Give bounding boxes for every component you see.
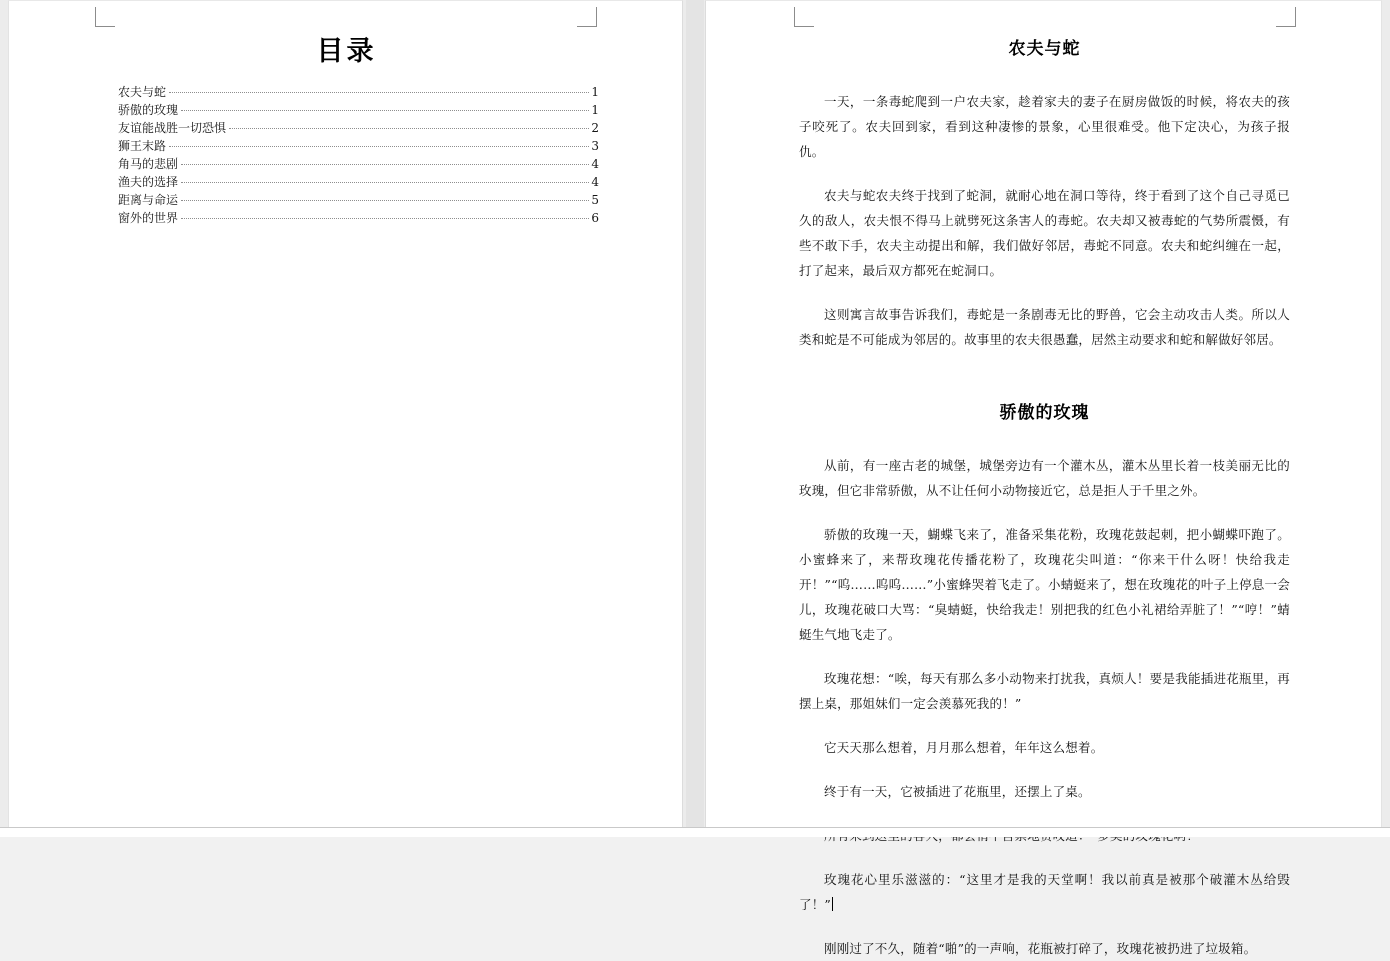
toc-entry-page: 4 bbox=[591, 157, 599, 171]
toc-entry[interactable] bbox=[118, 137, 599, 155]
viewport-bottom-strip bbox=[0, 828, 1390, 837]
toc-dot-leader bbox=[181, 163, 589, 165]
toc-dot-leader bbox=[169, 91, 589, 93]
toc-entry[interactable] bbox=[118, 83, 599, 101]
spacer bbox=[799, 503, 1290, 522]
toc-list bbox=[118, 83, 599, 227]
spacer bbox=[799, 352, 1290, 398]
toc-entry-label: 渔夫的选择 bbox=[118, 175, 179, 189]
toc-dot-leader bbox=[169, 145, 589, 147]
toc-dot-leader bbox=[181, 199, 589, 201]
spacer bbox=[799, 423, 1290, 453]
toc-entry[interactable] bbox=[118, 173, 599, 191]
paragraph: 玫瑰花想：“唉，每天有那么多小动物来打扰我，真烦人！要是我能插进花瓶里，再摆上桌，那姐妹们一定会羡慕死我的！” bbox=[799, 671, 1290, 711]
spacer bbox=[799, 164, 1290, 183]
toc-entry-label: 友谊能战胜一切恐惧 bbox=[118, 121, 227, 135]
spacer bbox=[799, 716, 1290, 735]
toc-entry-label: 角马的悲剧 bbox=[118, 157, 179, 171]
paragraph: 这则寓言故事告诉我们，毒蛇是一条剧毒无比的野兽，它会主动攻击人类。所以人类和蛇是不可能成为邻居的。故事里的农夫很愚蠢，居然主动要求和蛇和解做好邻居。 bbox=[799, 307, 1290, 347]
document-body[interactable] bbox=[799, 34, 1290, 961]
toc-entry[interactable] bbox=[118, 209, 599, 227]
toc-entry-page: 6 bbox=[591, 211, 599, 225]
margin-corner-mark-top-left bbox=[794, 7, 814, 27]
page-content bbox=[705, 0, 1382, 956]
spacer bbox=[799, 848, 1290, 867]
toc-entry-label: 骄傲的玫瑰 bbox=[118, 103, 179, 117]
spacer bbox=[799, 804, 1290, 823]
paragraph: 它天天那么想着，月月那么想着，年年这么想着。 bbox=[824, 740, 1104, 755]
margin-corner-mark-top-left bbox=[95, 7, 115, 27]
toc-entry-page: 5 bbox=[591, 193, 599, 207]
toc-dot-leader bbox=[181, 217, 589, 219]
toc-entry[interactable] bbox=[118, 119, 599, 137]
toc-entry-label: 窗外的世界 bbox=[118, 211, 179, 225]
toc-entry[interactable] bbox=[118, 191, 599, 209]
paragraph: 刚刚过了不久，随着“啪”的一声响，花瓶被打碎了，玫瑰花被扔进了垃圾箱。 bbox=[824, 941, 1257, 956]
toc-dot-leader bbox=[229, 127, 589, 129]
spacer bbox=[799, 760, 1290, 779]
toc-title: 目录 bbox=[316, 36, 377, 67]
section-heading-proud-rose: 骄傲的玫瑰 bbox=[999, 403, 1090, 423]
spacer bbox=[799, 647, 1290, 666]
margin-corner-mark-top-right bbox=[577, 7, 597, 27]
toc-entry-page: 3 bbox=[591, 139, 599, 153]
toc-entry[interactable] bbox=[118, 101, 599, 119]
toc-entry-label: 狮王末路 bbox=[118, 139, 167, 153]
text-cursor bbox=[832, 897, 833, 911]
paragraph-text: 玫瑰花心里乐滋滋的：“这里才是我的天堂啊！我以前真是被那个破灌木丛给毁了！” bbox=[799, 872, 1290, 912]
spacer bbox=[799, 59, 1290, 89]
toc-dot-leader bbox=[181, 109, 589, 111]
toc-entry[interactable] bbox=[118, 155, 599, 173]
section-heading-farmer-and-snake: 农夫与蛇 bbox=[1008, 39, 1081, 59]
page-table-of-contents bbox=[8, 0, 683, 828]
toc-entry-label: 农夫与蛇 bbox=[118, 85, 167, 99]
paragraph: 一天，一条毒蛇爬到一户农夫家，趁着家夫的妻子在厨房做饭的时候，将农夫的孩子咬死了。农夫回到家，看到这种凄惨的景象，心里很难受。他下定决心，为孩子报仇。 bbox=[799, 94, 1290, 159]
paragraph: 骄傲的玫瑰一天，蝴蝶飞来了，准备采集花粉，玫瑰花鼓起刺，把小蝴蝶吓跑了。小蜜蜂来了，来帮玫瑰花传播花粉了，玫瑰花尖叫道：“你来干什么呀！快给我走开！”“呜……呜呜……”小蜜蜂哭着飞走了。小蜻蜓来了，想在玫瑰花的叶子上停息一会儿，玫瑰花破口大骂：“臭蜻蜓，快给我走！别把我的红色小礼裙给弄脏了！”“哼！”蜻蜓生气地飞走了。 bbox=[799, 527, 1290, 642]
paragraph: 从前，有一座古老的城堡，城堡旁边有一个灌木丛，灌木丛里长着一枝美丽无比的玫瑰，但它非常骄傲，从不让任何小动物接近它，总是拒人于千里之外。 bbox=[799, 458, 1290, 498]
paragraph-with-caret bbox=[799, 867, 1290, 917]
toc-dot-leader bbox=[181, 181, 589, 183]
spacer bbox=[799, 917, 1290, 936]
toc-entry-page: 1 bbox=[591, 103, 599, 117]
paragraph: 农夫与蛇农夫终于找到了蛇洞，就耐心地在洞口等待，终于看到了这个自己寻觅已久的敌人，农夫恨不得马上就劈死这条害人的毒蛇。农夫却又被毒蛇的气势所震慑，有些不敢下手，农夫主动提出和解，我们做好邻居，毒蛇不同意。农夫和蛇纠缠在一起，打了起来，最后双方都死在蛇洞口。 bbox=[799, 188, 1290, 278]
page-gutter bbox=[686, 0, 704, 828]
toc-entry-page: 1 bbox=[591, 85, 599, 99]
toc-entry-page: 2 bbox=[591, 121, 599, 135]
toc-entry-page: 4 bbox=[591, 175, 599, 189]
spacer bbox=[799, 283, 1290, 302]
paragraph: 终于有一天，它被插进了花瓶里，还摆上了桌。 bbox=[824, 784, 1091, 799]
toc-entry-label: 距离与命运 bbox=[118, 193, 179, 207]
margin-corner-mark-top-right bbox=[1276, 7, 1296, 27]
